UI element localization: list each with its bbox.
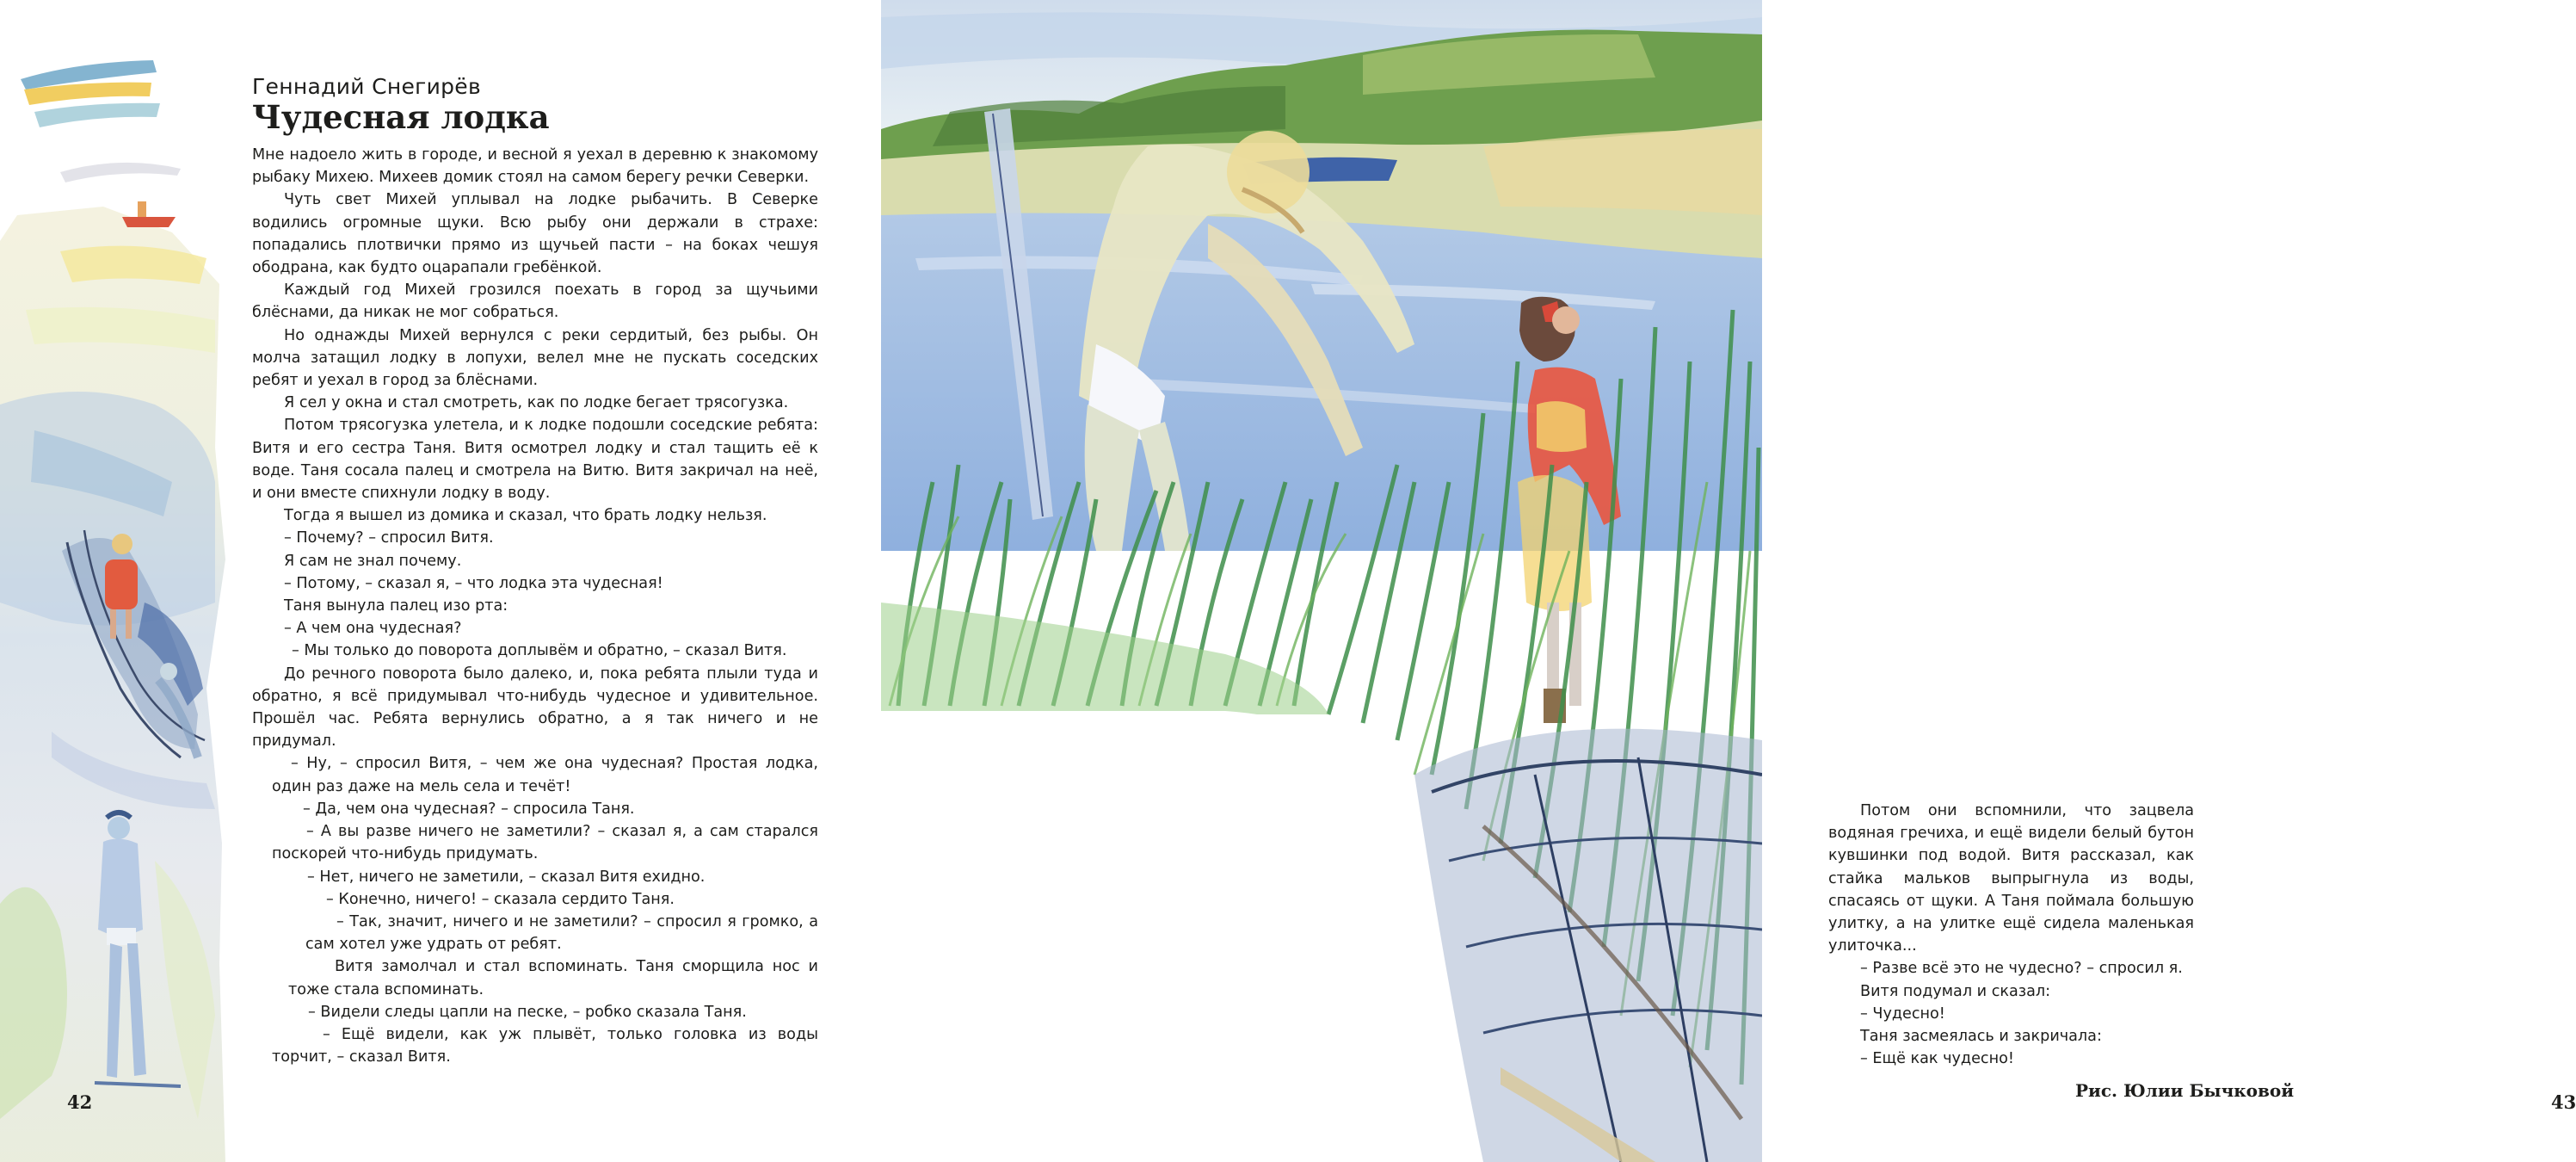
story-text-right <box>1828 800 2194 1070</box>
paragraph: Потом трясогузка улетела, и к лодке подошли соседские ребята: Витя и его сестра Таня. Витя осмотрел лодку и стал тащить её к воде. Таня сосала палец и смотрела на Витю. Витя закричал на неё, и они вместе спихнули лодку в воду. <box>252 417 818 503</box>
left-page <box>0 0 881 1162</box>
river-illustration <box>881 0 1762 1162</box>
paragraph: Витя замолчал и стал вспоминать. Таня сморщила нос и тоже стала вспоминать. <box>288 958 818 998</box>
paragraph: До речного поворота было далеко, и, пока ребята плыли туда и обратно, я всё придумывал что-нибудь чудесное и удивительное. Прошёл час. Ребята вернулись обратно, а я так ничего и не придумал. <box>252 664 818 751</box>
paragraph: – Да, чем она чудесная? – спросила Таня. <box>303 800 635 818</box>
paragraph: Тогда я вышел из домика и сказал, что брать лодку нельзя. <box>284 507 767 525</box>
paragraph: – Разве всё это не чудесно? – спросил я. <box>1860 960 2183 978</box>
paragraph: – Нет, ничего не заметили, – сказал Витя ехидно. <box>307 868 706 886</box>
paragraph: Потом они вспомнили, что зацвела водяная гречиха, и ещё видели белый бутон кувшинки под водой. Витя рассказал, как стайка мальков выпрыгнула из воды, спасаясь от щуки. А Таня поймала большую улитку, а на улитке ещё сидела маленькая улиточка... <box>1828 802 2194 955</box>
paragraph: – Ещё видели, как уж плывёт, только головка из воды торчит, – сказал Витя. <box>272 1025 818 1066</box>
paragraph: – Мы только до поворота доплывём и обратно, – сказал Витя. <box>292 642 787 660</box>
paragraph: – Конечно, ничего! – сказала сердито Таня. <box>326 890 675 908</box>
illustration-credit: Рис. Юлии Бычковой <box>2075 1080 2295 1101</box>
paragraph: Но однажды Михей вернулся с реки сердитый, без рыбы. Он молча затащил лодку в лопухи, велел мне не пускать соседских ребят и уехал в город за блёснами. <box>252 326 818 390</box>
paragraph: – А вы разве ничего не заметили? – сказал я, а сам старался поскорей что-нибудь придумать. <box>272 823 818 863</box>
paragraph: – Видели следы цапли на песке, – робко сказала Таня. <box>308 1003 747 1021</box>
paragraph: Я сел у окна и стал смотреть, как по лодке бегает трясогузка. <box>284 394 789 412</box>
paragraph: Я сам не знал почему. <box>284 552 462 570</box>
story-text-left <box>252 144 818 1068</box>
paragraph: – Ещё как чудесно! <box>1860 1050 2014 1068</box>
paragraph: Каждый год Михей грозился поехать в город за щучьими блёснами, да никак не мог собраться. <box>252 281 818 322</box>
paragraph: Чуть свет Михей уплывал на лодке рыбачить. В Северке водились огромные щуки. Всю рыбу они держали в страхе: попадались плотвички прямо из щучьей пасти – на боках чешуя ободрана, как будто оцарапали гребёнкой. <box>252 191 818 277</box>
paragraph: – Потому, – сказал я, – что лодка эта чудесная! <box>284 574 663 592</box>
left-margin-illustration <box>0 0 250 1162</box>
paragraph: – Чудесно! <box>1860 1004 1945 1023</box>
right-page <box>881 0 2576 1162</box>
paragraph: Мне надоело жить в городе, и весной я уехал в деревню к знакомому рыбаку Михею. Михеев домик стоял на самом берегу речки Северки. <box>252 146 818 187</box>
paragraph: Витя подумал и сказал: <box>1860 982 2051 1000</box>
paragraph: – А чем она чудесная? <box>284 620 462 638</box>
page-number-right: 43 <box>2551 1091 2576 1113</box>
author-name: Геннадий Снегирёв <box>252 74 482 99</box>
paragraph: Таня засмеялась и закричала: <box>1860 1028 2102 1046</box>
paragraph: – Так, значит, ничего и не заметили? – спросил я громко, а сам хотел уже удрать от ребят. <box>305 912 818 954</box>
paragraph: – Ну, – спросил Витя, – чем же она чудесная? Простая лодка, один раз даже на мель села и течёт! <box>272 755 818 795</box>
page-number-left: 42 <box>67 1091 93 1113</box>
paragraph: Таня вынула палец изо рта: <box>284 597 508 615</box>
story-title: Чудесная лодка <box>252 98 550 136</box>
paragraph: – Почему? – спросил Витя. <box>284 529 494 547</box>
